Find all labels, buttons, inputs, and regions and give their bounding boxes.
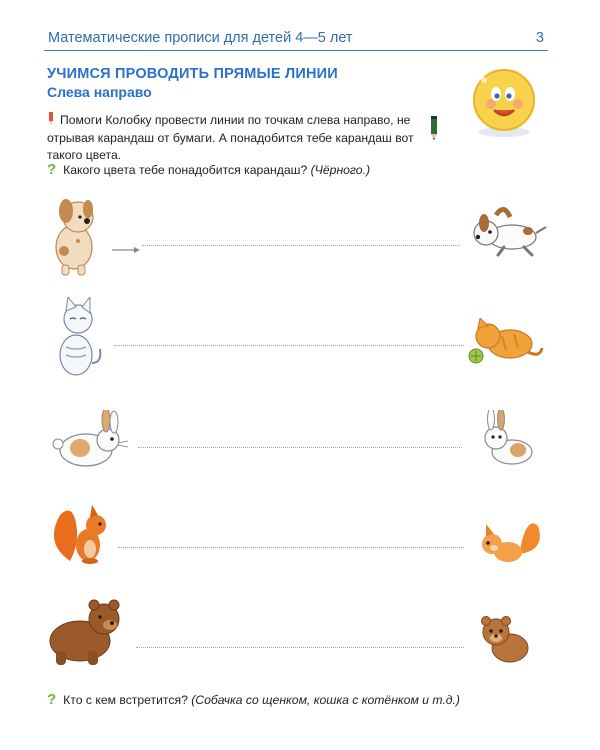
question-1-text: Какого цвета тебе понадобится карандаш?: [63, 163, 308, 177]
rabbit-image: [46, 410, 130, 475]
dotted-line-3[interactable]: [138, 447, 462, 448]
start-arrow-icon: [112, 241, 140, 259]
page-header: [44, 28, 548, 51]
dotted-line-4[interactable]: [118, 547, 464, 548]
kitten-image: [466, 318, 546, 375]
instruction-text: Помоги Колобку провести линии по точкам слева направо, не отрывая карандаш от бумаги. А понадобится тебе карандаш вот такого цвета.: [47, 113, 414, 162]
lesson-subheading: Слева направо: [47, 84, 152, 100]
green-pencil-icon: [428, 114, 440, 145]
lesson-heading: УЧИМСЯ ПРОВОДИТЬ ПРЯМЫЕ ЛИНИИ: [47, 66, 338, 82]
puppy-image: [470, 205, 548, 262]
question-2-answer: (Собачка со щенком, кошка с котёнком и т.д.): [191, 693, 460, 707]
instruction-block: [47, 112, 437, 164]
kolobok-image: [464, 66, 544, 138]
baby-squirrel-image: [476, 520, 544, 575]
bear-cub-image: [476, 612, 540, 669]
question-2-text: Кто с кем встретится?: [63, 693, 188, 707]
question-mark-icon: ?: [47, 691, 57, 708]
book-title: Математические прописи для детей 4—5 лет: [48, 30, 353, 46]
dotted-line-5[interactable]: [136, 647, 464, 648]
page-number: 3: [535, 30, 544, 46]
cat-image: [48, 297, 104, 384]
dotted-line-1[interactable]: [142, 245, 460, 246]
dotted-line-2[interactable]: [114, 345, 464, 346]
question-1: [47, 161, 370, 178]
pencil-bullet-icon: [47, 112, 55, 130]
dog-image: [44, 195, 106, 282]
question-mark-icon: ?: [47, 161, 57, 178]
bear-image: [44, 595, 128, 672]
question-2: [47, 691, 460, 708]
baby-rabbit-image: [478, 410, 540, 473]
squirrel-image: [50, 503, 114, 570]
question-1-answer: (Чёрного.): [310, 163, 371, 177]
